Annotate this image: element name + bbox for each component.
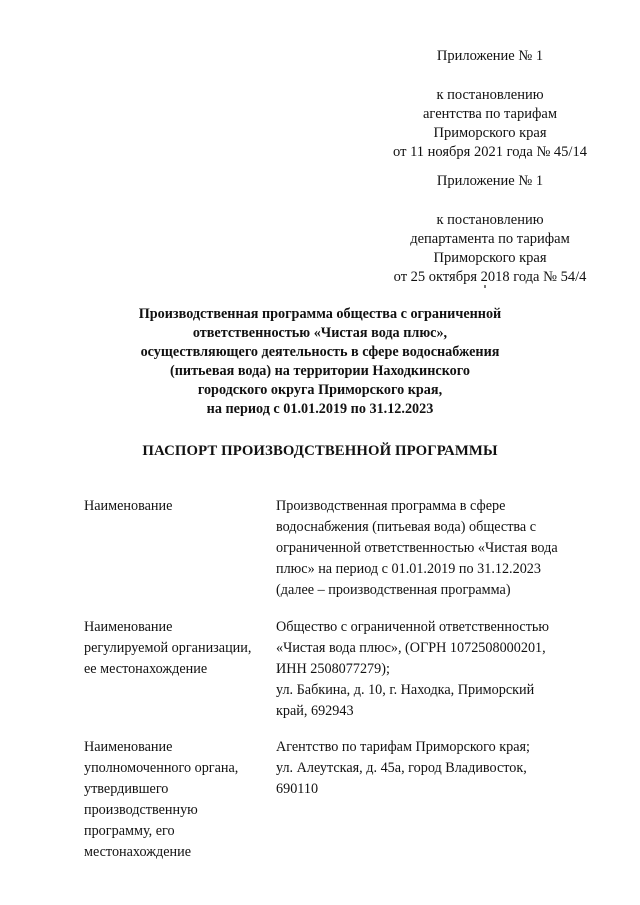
label-line: Наименование <box>84 739 173 755</box>
appendix-block-current <box>380 47 600 162</box>
row-label <box>84 617 274 680</box>
appendix-line: агентства по тарифам <box>423 106 557 122</box>
label-line: программу, его <box>84 823 175 839</box>
value-line: 690110 <box>276 781 319 797</box>
appendix-line: к постановлению <box>436 212 544 228</box>
value-line: «Чистая вода плюс», (ОГРН 1072508000201, <box>276 640 546 656</box>
label-line: Наименование <box>84 498 173 514</box>
value-line: ограниченной ответственностью «Чистая вода <box>276 540 558 556</box>
appendix-line: к постановлению <box>436 87 544 103</box>
value-line: ул. Алеутская, д. 45а, город Владивосток, <box>276 760 527 776</box>
title-line: Производственная программа общества с ограниченной <box>138 306 502 322</box>
label-line: производственную <box>84 802 198 818</box>
value-line: (далее – производственная программа) <box>276 582 511 598</box>
label-line: уполномоченного органа, <box>84 760 239 776</box>
appendix-block-original <box>380 172 600 287</box>
value-line: Агентство по тарифам Приморского края; <box>276 739 531 755</box>
title-line: (питьевая вода) на территории Находкинского <box>170 363 470 379</box>
passport-heading: ПАСПОРТ ПРОИЗВОДСТВЕННОЙ ПРОГРАММЫ <box>142 443 498 459</box>
title-line: осуществляющего деятельность в сфере водоснабжения <box>140 344 500 360</box>
title-line: на период с 01.01.2019 по 31.12.2023 <box>206 401 434 417</box>
value-line: Общество с ограниченной ответственностью <box>276 619 549 635</box>
row-value <box>276 617 596 722</box>
appendix-line: департамента по тарифам <box>410 231 570 247</box>
label-line: регулируемой организации, <box>84 640 252 656</box>
title-line: ответственностью «Чистая вода плюс», <box>192 325 448 341</box>
value-line: водоснабжения (питьевая вода) общества с <box>276 519 537 535</box>
value-line: Производственная программа в сфере <box>276 498 506 514</box>
title-line: городского округа Приморского края, <box>197 382 443 398</box>
row-label <box>84 496 274 517</box>
appendix-heading: Приложение № 1 <box>436 173 544 189</box>
appendix-line: Приморского края <box>433 125 547 141</box>
value-line: плюс» на период с 01.01.2019 по 31.12.2023 <box>276 561 541 577</box>
appendix-heading: Приложение № 1 <box>436 48 544 64</box>
value-line: край, 692943 <box>276 703 354 719</box>
row-value <box>276 496 596 601</box>
label-line: утвердившего <box>84 781 169 797</box>
row-value <box>276 737 596 800</box>
appendix-line: от 25 октября 2018 года № 54/4 <box>393 269 587 285</box>
document-title <box>120 305 520 419</box>
label-line: местонахождение <box>84 844 192 860</box>
appendix-line: от 11 ноября 2021 года № 45/14 <box>393 144 587 160</box>
label-line: Наименование <box>84 619 173 635</box>
appendix-line: Приморского края <box>433 250 547 266</box>
row-label <box>84 737 274 863</box>
value-line: ИНН 2508077279); <box>276 661 390 677</box>
label-line: ее местонахождение <box>84 661 208 677</box>
value-line: ул. Бабкина, д. 10, г. Находка, Приморский <box>276 682 535 698</box>
scan-speck <box>484 285 486 288</box>
